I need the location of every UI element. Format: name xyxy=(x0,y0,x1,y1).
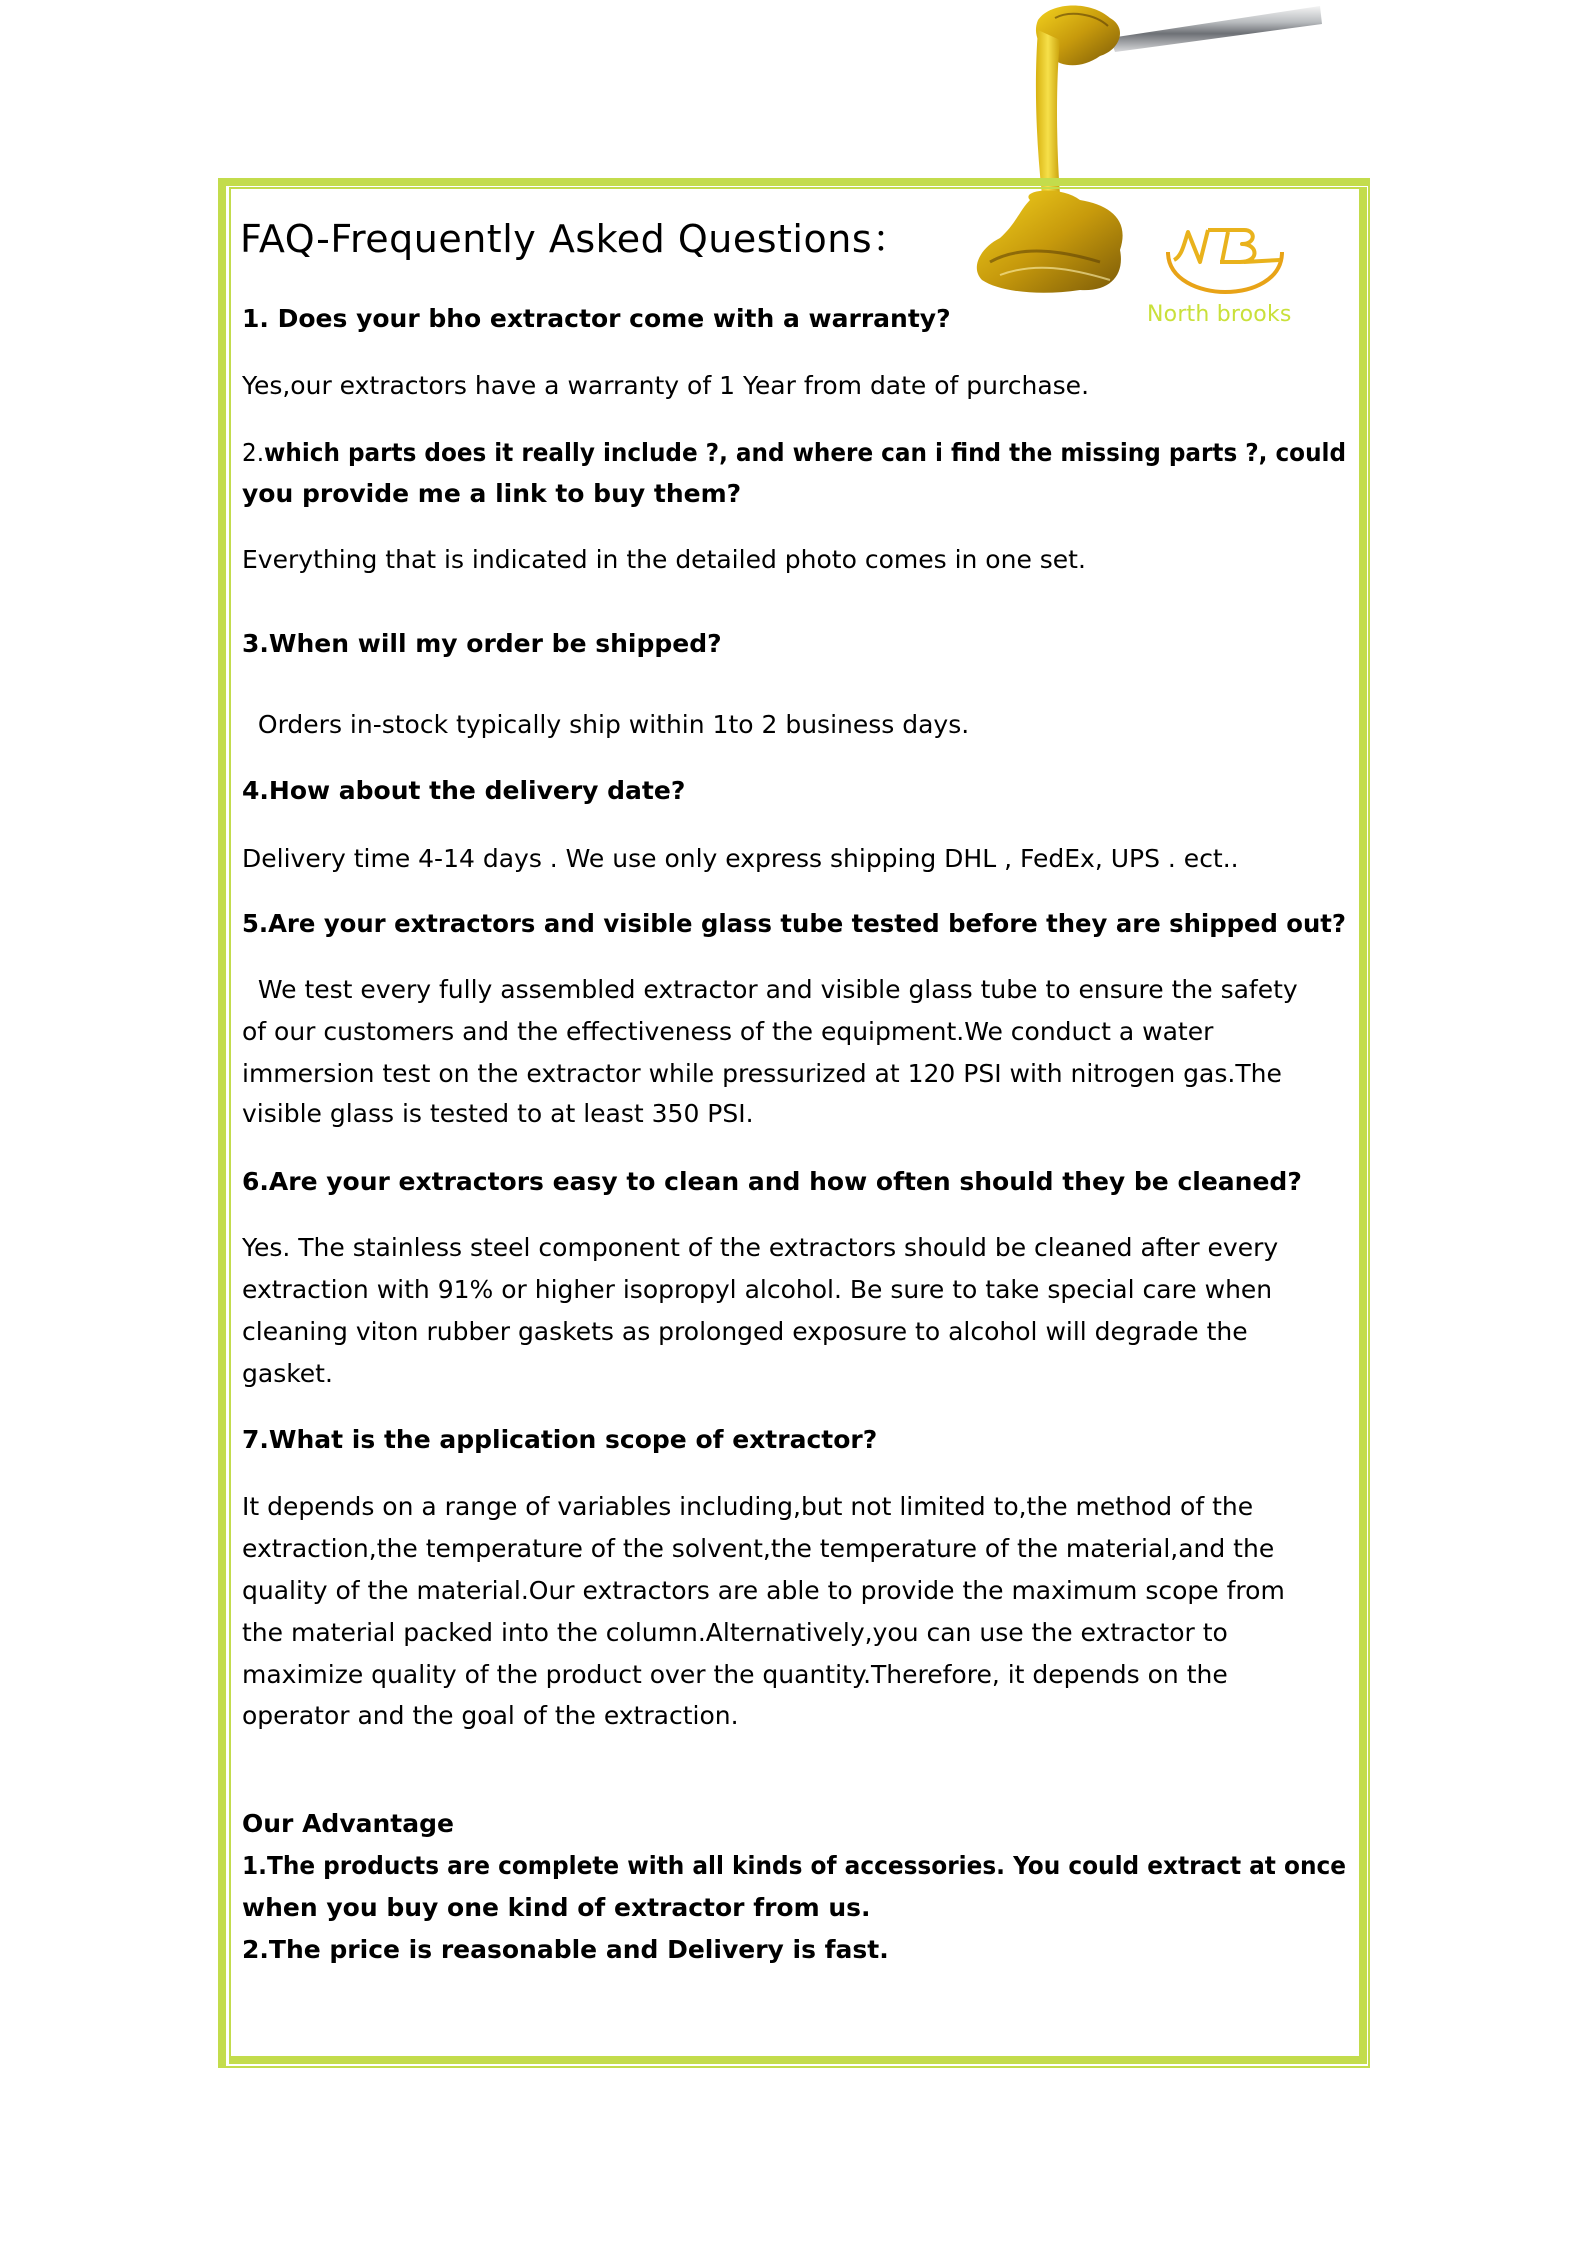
faq-answer xyxy=(242,1317,1248,1346)
line-text: operator and the goal of the extraction. xyxy=(242,1701,739,1730)
faq-answer xyxy=(242,1534,1274,1563)
faq-question xyxy=(242,1167,1302,1196)
line-text: you provide me a link to buy them? xyxy=(242,479,742,508)
line-text: Yes,our extractors have a warranty of 1 Year from date of purchase. xyxy=(242,371,1090,400)
dab-tool-icon xyxy=(1110,6,1322,52)
line-text: 1.The products are complete with all kinds of accessories. You could extract at once xyxy=(242,1851,1346,1880)
line-text: which parts does it really include ?, and where can i find the missing parts ?, could xyxy=(264,438,1346,467)
faq-answer xyxy=(242,1017,1213,1046)
line-text: 7.What is the application scope of extractor? xyxy=(242,1425,878,1454)
line-text: 1. Does your bho extractor come with a warranty? xyxy=(242,304,951,333)
faq-question xyxy=(242,629,722,658)
line-text: 5.Are your extractors and visible glass tube tested before they are shipped out? xyxy=(242,909,1346,938)
faq-answer xyxy=(242,844,1239,873)
line-text: 3.When will my order be shipped? xyxy=(242,629,722,658)
faq-answer xyxy=(242,1618,1228,1647)
faq-answer xyxy=(242,1359,333,1388)
advantage-item xyxy=(242,1893,871,1922)
line-text: maximize quality of the product over the quantity.Therefore, it depends on the xyxy=(242,1660,1228,1689)
faq-answer xyxy=(242,1701,739,1730)
faq-answer xyxy=(242,1492,1253,1521)
faq-question xyxy=(242,909,1346,938)
faq-question xyxy=(242,438,1346,467)
faq-answer xyxy=(242,975,1298,1004)
line-text: cleaning viton rubber gaskets as prolonged exposure to alcohol will degrade the xyxy=(242,1317,1248,1346)
faq-question xyxy=(242,1425,877,1454)
brand-name: North brooks xyxy=(1147,302,1292,327)
line-text: We test every fully assembled extractor and visible glass tube to ensure the safety xyxy=(242,975,1298,1004)
faq-question xyxy=(242,304,951,333)
faq-answer xyxy=(242,545,1086,574)
nb-logo-icon xyxy=(1160,222,1290,294)
line-text: Our Advantage xyxy=(242,1809,454,1838)
faq-answer xyxy=(242,1099,754,1128)
line-text: 6.Are your extractors easy to clean and how often should they be cleaned? xyxy=(242,1167,1302,1196)
advantage-item xyxy=(242,1851,1346,1880)
advantage-item xyxy=(242,1935,889,1964)
line-text: Delivery time 4-14 days . We use only express shipping DHL , FedEx, UPS . ect.. xyxy=(242,844,1239,873)
advantage-heading xyxy=(242,1809,454,1838)
question-number: 2. xyxy=(242,438,265,467)
extract-stream xyxy=(1036,30,1060,195)
faq-answer xyxy=(242,1660,1228,1689)
line-text: when you buy one kind of extractor from us. xyxy=(242,1893,871,1922)
faq-question xyxy=(242,479,741,508)
line-text: Yes. The stainless steel component of the extractors should be cleaned after every xyxy=(242,1233,1279,1262)
faq-answer xyxy=(242,1576,1285,1605)
line-text: the material packed into the column.Alternatively,you can use the extractor to xyxy=(242,1618,1228,1647)
faq-question xyxy=(242,776,685,805)
faq-answer xyxy=(242,710,969,739)
line-text: visible glass is tested to at least 350 PSI. xyxy=(242,1099,754,1128)
line-text: quality of the material.Our extractors are able to provide the maximum scope from xyxy=(242,1576,1285,1605)
line-text: of our customers and the effectiveness of the equipment.We conduct a water xyxy=(242,1017,1214,1046)
line-text: Everything that is indicated in the detailed photo comes in one set. xyxy=(242,545,1086,574)
line-text: immersion test on the extractor while pressurized at 120 PSI with nitrogen gas.The xyxy=(242,1059,1282,1088)
line-text: 4.How about the delivery date? xyxy=(242,776,686,805)
page-title: FAQ-Frequently Asked Questions： xyxy=(240,217,911,261)
brand-logo xyxy=(1140,222,1340,332)
line-text: It depends on a range of variables including,but not limited to,the method of the xyxy=(242,1492,1254,1521)
faq-answer xyxy=(242,1275,1272,1304)
line-text: extraction,the temperature of the solvent,the temperature of the material,and the xyxy=(242,1534,1275,1563)
faq-answer xyxy=(242,1233,1278,1262)
line-text: extraction with 91% or higher isopropyl alcohol. Be sure to take special care when xyxy=(242,1275,1273,1304)
line-text: 2.The price is reasonable and Delivery is fast. xyxy=(242,1935,889,1964)
line-text: Orders in-stock typically ship within 1to 2 business days. xyxy=(242,710,970,739)
faq-answer xyxy=(242,1059,1282,1088)
line-text: gasket. xyxy=(242,1359,333,1388)
faq-answer xyxy=(242,371,1089,400)
